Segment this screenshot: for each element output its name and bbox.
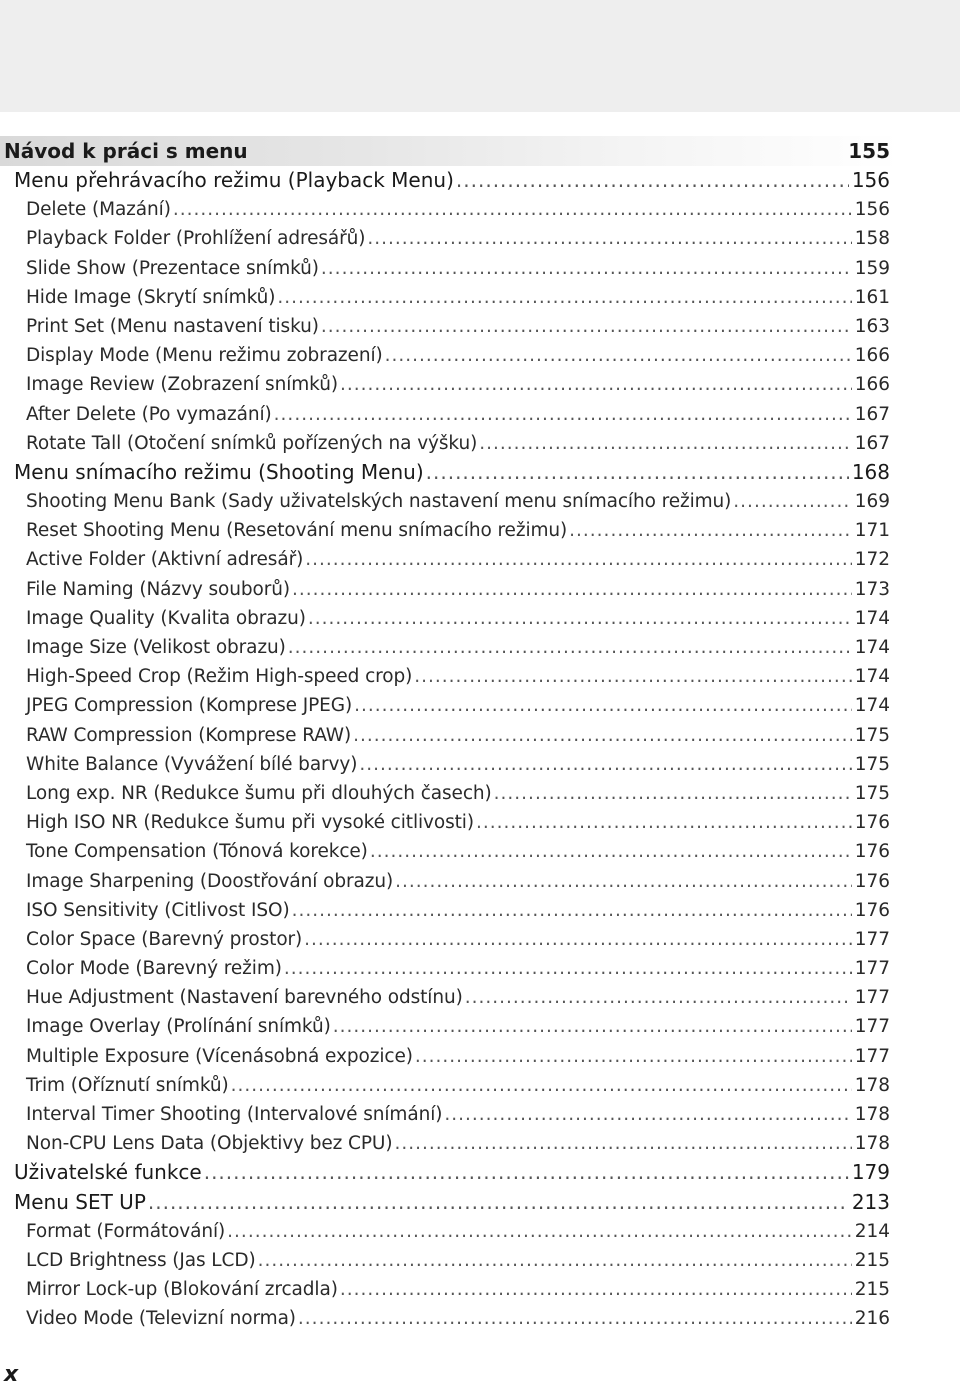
dot-leader <box>426 458 849 487</box>
toc-subentry[interactable] <box>0 429 900 458</box>
toc-subentry[interactable] <box>0 1304 900 1333</box>
entry-label: Trim (Oříznutí snímků) <box>26 1074 229 1096</box>
toc-subentry[interactable] <box>0 691 900 720</box>
toc-subentry[interactable] <box>0 370 900 399</box>
dot-leader <box>298 1304 852 1333</box>
entry-label: Mirror Lock-up (Blokování zrcadla) <box>26 1279 338 1301</box>
entry-page-number: 177 <box>854 1016 890 1038</box>
dot-leader <box>395 1129 852 1158</box>
dot-leader <box>231 1071 852 1100</box>
dot-leader <box>479 429 851 458</box>
toc-subentry[interactable] <box>0 983 900 1012</box>
entry-label: Color Space (Barevný prostor) <box>26 928 303 950</box>
dot-leader <box>456 166 849 195</box>
toc-subentry[interactable] <box>0 224 900 253</box>
entry-page-number: 174 <box>854 666 890 688</box>
toc-subentry[interactable] <box>0 837 900 866</box>
toc-subentry[interactable] <box>0 254 900 283</box>
entry-page-number: 171 <box>854 520 890 542</box>
entry-label: Interval Timer Shooting (Intervalové snímání) <box>26 1104 443 1125</box>
dot-leader <box>340 370 852 399</box>
entry-label: Non-CPU Lens Data (Objektivy bez CPU) <box>26 1133 393 1155</box>
entry-label: Hue Adjustment (Nastavení barevného odstínu) <box>26 987 463 1009</box>
entry-page-number: 215 <box>854 1249 890 1271</box>
entry-page-number: 177 <box>854 928 890 950</box>
toc-subentry[interactable] <box>0 779 900 808</box>
entry-label: Playback Folder (Prohlížení adresářů) <box>26 228 366 250</box>
dot-leader <box>359 750 851 779</box>
dot-leader <box>444 1100 851 1129</box>
toc-subentry[interactable] <box>0 896 900 925</box>
entry-page-number: 215 <box>854 1279 890 1301</box>
toc-subentry[interactable] <box>0 1100 900 1129</box>
entry-label: Video Mode (Televizní norma) <box>26 1308 296 1330</box>
entry-label: Shooting Menu Bank (Sady uživatelských nastavení menu snímacího režimu) <box>26 491 732 513</box>
entry-label: Print Set (Menu nastavení tisku) <box>26 315 319 337</box>
dot-leader <box>321 254 852 283</box>
toc-subentry[interactable] <box>0 954 900 983</box>
dot-leader <box>733 487 851 516</box>
toc-subentry[interactable] <box>0 545 900 574</box>
dot-leader <box>304 925 852 954</box>
entry-page-number: 214 <box>854 1220 890 1242</box>
toc-subentry[interactable] <box>0 1246 900 1275</box>
dot-leader <box>370 837 852 866</box>
toc-subentry[interactable] <box>0 662 900 691</box>
entry-label: Uživatelské funkce <box>14 1160 202 1185</box>
entry-page-number: 177 <box>854 1045 890 1067</box>
entry-label: ISO Sensitivity (Citlivost ISO) <box>26 899 290 921</box>
dot-leader <box>292 575 852 604</box>
entry-page-number: 176 <box>854 841 890 863</box>
toc-subentry[interactable] <box>0 925 900 954</box>
dot-leader <box>277 283 851 312</box>
entry-page-number: 178 <box>854 1133 890 1155</box>
entry-page-number: 173 <box>854 578 890 600</box>
dot-leader <box>204 1158 849 1187</box>
dot-leader <box>308 604 852 633</box>
entry-label: Multiple Exposure (Vícenásobná expozice) <box>26 1045 413 1067</box>
table-of-contents <box>0 136 900 1334</box>
toc-entries <box>0 166 900 1334</box>
dot-leader <box>340 1275 852 1304</box>
toc-subentry[interactable] <box>0 487 900 516</box>
entry-page-number: 174 <box>854 637 890 658</box>
dot-leader <box>415 1042 852 1071</box>
dot-leader <box>354 691 852 720</box>
dot-leader <box>395 867 852 896</box>
entry-page-number: 213 <box>851 1189 890 1214</box>
entry-page-number: 172 <box>854 549 890 571</box>
toc-subentry[interactable] <box>0 1042 900 1071</box>
page-header-band <box>0 0 960 112</box>
entry-page-number: 176 <box>854 899 890 921</box>
entry-page-number: 156 <box>851 168 890 192</box>
entry-page-number: 175 <box>854 782 890 804</box>
entry-page-number: 175 <box>854 753 890 775</box>
entry-label: High-Speed Crop (Režim High-speed crop) <box>26 666 413 688</box>
toc-subentry[interactable] <box>0 750 900 779</box>
entry-label: Active Folder (Aktivní adresář) <box>26 549 304 571</box>
dot-leader <box>173 195 852 224</box>
toc-subentry[interactable] <box>0 633 900 662</box>
entry-page-number: 168 <box>851 459 890 484</box>
entry-page-number: 216 <box>854 1308 890 1330</box>
entry-label: Rotate Tall (Otočení snímků pořízených na výšku) <box>26 432 478 454</box>
entry-page-number: 166 <box>854 374 890 396</box>
dot-leader <box>465 983 852 1012</box>
dot-leader <box>258 1246 852 1275</box>
dot-leader <box>494 779 852 808</box>
toc-subentry[interactable] <box>0 1217 900 1246</box>
entry-page-number: 177 <box>854 958 890 980</box>
entry-page-number: 177 <box>854 987 890 1009</box>
dot-leader <box>569 516 852 545</box>
entry-label: Image Sharpening (Doostřování obrazu) <box>26 870 394 892</box>
entry-label: Slide Show (Prezentace snímků) <box>26 257 319 279</box>
toc-section-entry[interactable] <box>0 1158 900 1187</box>
toc-subentry[interactable] <box>0 604 900 633</box>
entry-page-number: 167 <box>854 403 890 425</box>
toc-chapter-heading <box>0 136 900 166</box>
dot-leader <box>227 1217 852 1246</box>
toc-subentry[interactable] <box>0 312 900 341</box>
toc-subentry[interactable] <box>0 195 900 224</box>
entry-label: Color Mode (Barevný režim) <box>26 958 282 980</box>
page-number: x <box>4 1362 19 1387</box>
toc-subentry[interactable] <box>0 283 900 312</box>
toc-subentry[interactable] <box>0 400 900 429</box>
dot-leader <box>148 1188 849 1217</box>
entry-label: Menu SET UP <box>14 1189 146 1214</box>
entry-page-number: 178 <box>854 1074 890 1096</box>
entry-label: White Balance (Vyvážení bílé barvy) <box>26 753 358 775</box>
toc-subentry[interactable] <box>0 1071 900 1100</box>
entry-page-number: 167 <box>854 432 890 454</box>
entry-label: Image Quality (Kvalita obrazu) <box>26 607 306 629</box>
entry-page-number: 176 <box>854 812 890 834</box>
toc-subentry[interactable] <box>0 721 900 750</box>
toc-section-entry[interactable] <box>0 1188 900 1217</box>
entry-page-number: 178 <box>854 1104 890 1125</box>
toc-subentry[interactable] <box>0 1012 900 1041</box>
toc-subentry[interactable] <box>0 575 900 604</box>
entry-label: Long exp. NR (Redukce šumu při dlouhých časech) <box>26 782 492 804</box>
entry-page-number: 158 <box>854 228 890 250</box>
entry-label: JPEG Compression (Komprese JPEG) <box>26 695 353 717</box>
entry-label: Tone Compensation (Tónová korekce) <box>26 841 368 863</box>
dot-leader <box>414 662 851 691</box>
entry-label: Format (Formátování) <box>26 1220 226 1242</box>
entry-label: Menu snímacího režimu (Shooting Menu) <box>14 459 424 484</box>
toc-subentry[interactable] <box>0 1275 900 1304</box>
entry-label: Hide Image (Skrytí snímků) <box>26 286 276 308</box>
dot-leader <box>305 545 851 574</box>
entry-label: After Delete (Po vymazání) <box>26 403 272 425</box>
dot-leader <box>385 341 852 370</box>
entry-label: LCD Brightness (Jas LCD) <box>26 1249 256 1271</box>
entry-page-number: 166 <box>854 345 890 367</box>
dot-leader <box>284 954 852 983</box>
dot-leader <box>367 224 851 253</box>
chapter-title: Návod k práci s menu <box>4 139 248 163</box>
dot-leader <box>476 808 852 837</box>
entry-label: Image Size (Velikost obrazu) <box>26 637 286 658</box>
entry-label: File Naming (Názvy souborů) <box>26 578 290 600</box>
toc-subentry[interactable] <box>0 1129 900 1158</box>
toc-subentry[interactable] <box>0 341 900 370</box>
entry-label: RAW Compression (Komprese RAW) <box>26 724 352 746</box>
entry-page-number: 169 <box>854 491 890 513</box>
dot-leader <box>353 721 852 750</box>
dot-leader <box>321 312 852 341</box>
toc-subentry[interactable] <box>0 808 900 837</box>
entry-page-number: 175 <box>854 724 890 746</box>
entry-label: Display Mode (Menu režimu zobrazení) <box>26 345 383 367</box>
dot-leader <box>288 633 852 662</box>
dot-leader <box>333 1012 852 1041</box>
entry-label: Image Overlay (Prolínání snímků) <box>26 1016 331 1038</box>
chapter-page: 155 <box>848 139 890 163</box>
entry-page-number: 176 <box>854 870 890 892</box>
entry-label: Reset Shooting Menu (Resetování menu snímacího režimu) <box>26 520 568 542</box>
toc-subentry[interactable] <box>0 516 900 545</box>
entry-label: Image Review (Zobrazení snímků) <box>26 374 338 396</box>
toc-subentry[interactable] <box>0 867 900 896</box>
entry-page-number: 174 <box>854 695 890 717</box>
entry-page-number: 163 <box>854 315 890 337</box>
entry-page-number: 156 <box>854 199 890 221</box>
entry-page-number: 174 <box>854 607 890 629</box>
entry-label: High ISO NR (Redukce šumu při vysoké citlivosti) <box>26 812 474 834</box>
toc-section-entry[interactable] <box>0 458 900 487</box>
entry-page-number: 159 <box>854 257 890 279</box>
toc-section-entry[interactable] <box>0 166 900 195</box>
entry-label: Delete (Mazání) <box>26 199 171 221</box>
entry-page-number: 179 <box>851 1160 890 1185</box>
entry-label: Menu přehrávacího režimu (Playback Menu) <box>14 168 454 192</box>
dot-leader <box>292 896 852 925</box>
entry-page-number: 161 <box>854 286 890 308</box>
dot-leader <box>274 400 852 429</box>
